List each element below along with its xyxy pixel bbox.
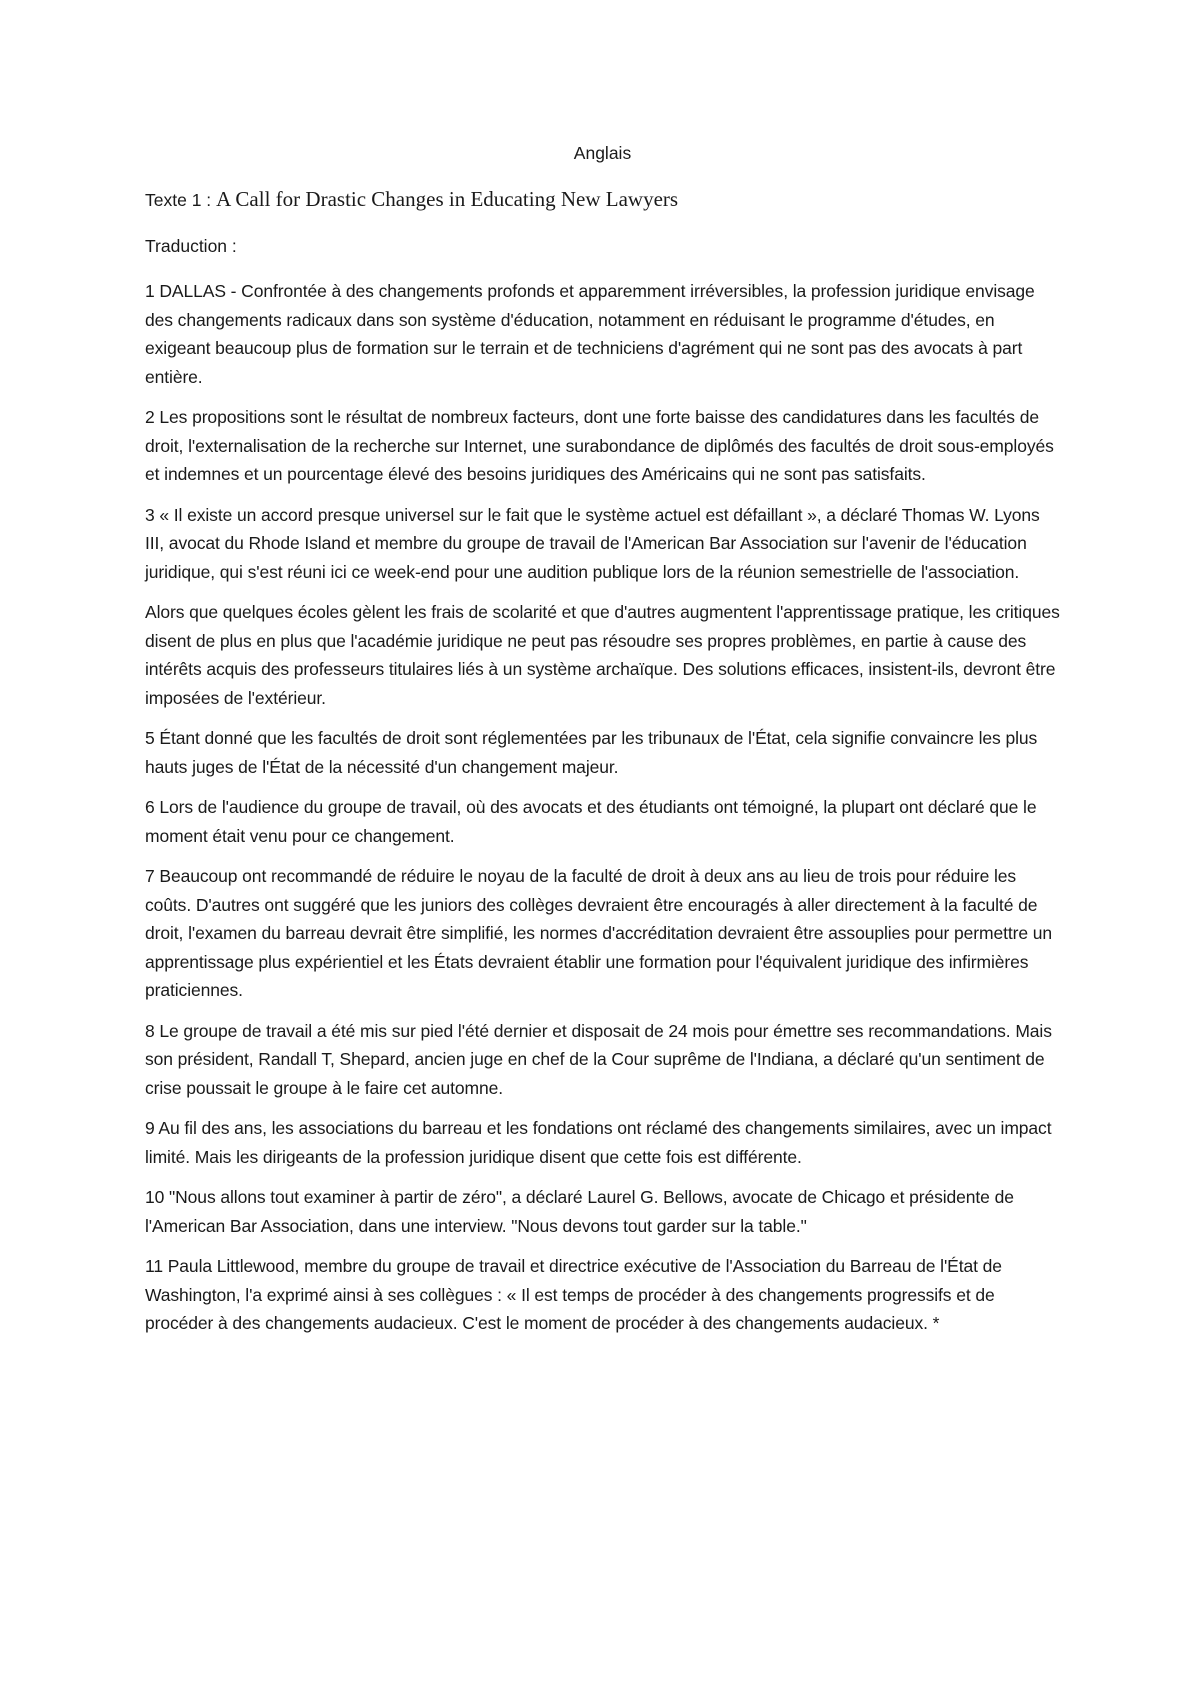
paragraph-2: 2 Les propositions sont le résultat de nombreux facteurs, dont une forte baisse des candidatures dans les facultés de droit, l'externalisation de la recherche sur Internet, une surabondance de diplômés des facultés de droit sous-employés et indemnes et un pourcentage élevé des besoins juridiques des Américains qui ne sont pas satisfaits.: [145, 407, 1054, 484]
paragraph-5: 5 Étant donné que les facultés de droit sont réglementées par les tribunaux de l'État, cela signifie convaincre les plus hauts juges de l'État de la nécessité d'un changement majeur.: [145, 728, 1038, 777]
article-headline: A Call for Drastic Changes in Educating New Lawyers: [216, 187, 679, 211]
paragraph-10: 10 "Nous allons tout examiner à partir de zéro", a déclaré Laurel G. Bellows, avocate de Chicago et présidente de l'American Bar Association, dans une interview. "Nous devons tout garder sur la table.": [145, 1187, 1014, 1236]
text-heading: [145, 184, 1060, 215]
text-number-label: Texte 1 :: [145, 190, 212, 210]
paragraph-9: 9 Au fil des ans, les associations du barreau et les fondations ont réclamé des changements similaires, avec un impact limité. Mais les dirigeants de la profession juridique disent que cette fois est différente.: [145, 1118, 1052, 1167]
paragraph-6: 6 Lors de l'audience du groupe de travail, où des avocats et des étudiants ont témoigné, la plupart ont déclaré que le moment était venu pour ce changement.: [145, 797, 1037, 846]
page-title: Anglais: [573, 143, 632, 163]
paragraph-11: 11 Paula Littlewood, membre du groupe de travail et directrice exécutive de l'Association du Barreau de l'État de Washington, l'a exprimé ainsi à ses collègues : « Il est temps de procéder à des changements progressifs et de procéder à des changements audacieux. C'est le moment de procéder à des changements audacieux. *: [145, 1256, 1002, 1333]
paragraph-1: 1 DALLAS - Confrontée à des changements profonds et apparemment irréversibles, la profession juridique envisage des changements radicaux dans son système d'éducation, notamment en réduisant le programme d'études, en exigeant beaucoup plus de formation sur le terrain et de techniciens d'agrément qui ne sont pas des avocats à part entière.: [145, 281, 1035, 387]
paragraph-3: 3 « Il existe un accord presque universel sur le fait que le système actuel est défaillant », a déclaré Thomas W. Lyons III, avocat du Rhode Island et membre du groupe de travail de l'American Bar Association sur l'avenir de l'éducation juridique, qui s'est réuni ici ce week-end pour une audition publique lors de la réunion semestrielle de l'association.: [145, 504, 1040, 582]
paragraph-7: 7 Beaucoup ont recommandé de réduire le noyau de la faculté de droit à deux ans au lieu de trois pour réduire les coûts. D'autres ont suggéré que les juniors des collèges devraient être encouragés à aller directement à la faculté de droit, l'examen du barreau devrait être simplifié, les normes d'accréditation devraient être assouplies pour permettre un apprentissage plus expérientiel et les États devraient établir une formation pour l'équivalent juridique des infirmières praticiennes.: [145, 866, 1052, 1000]
paragraph-8: 8 Le groupe de travail a été mis sur pied l'été dernier et disposait de 24 mois pour émettre ses recommandations. Mais son président, Randall T, Shepard, ancien juge en chef de la Cour suprême de l'Indiana, a déclaré qu'un sentiment de crise poussait le groupe à le faire cet automne.: [145, 1020, 1052, 1098]
document-body: [145, 140, 1060, 1350]
section-label: Traduction :: [145, 236, 237, 256]
paragraph-4: Alors que quelques écoles gèlent les frais de scolarité et que d'autres augmentent l'apprentissage pratique, les critiques disent de plus en plus que l'académie juridique ne peut pas résoudre ses propres problèmes, en partie à cause des intérêts acquis des professeurs titulaires liés à un système archaïque. Des solutions efficaces, insistent-ils, devront être imposées de l'extérieur.: [145, 602, 1060, 708]
